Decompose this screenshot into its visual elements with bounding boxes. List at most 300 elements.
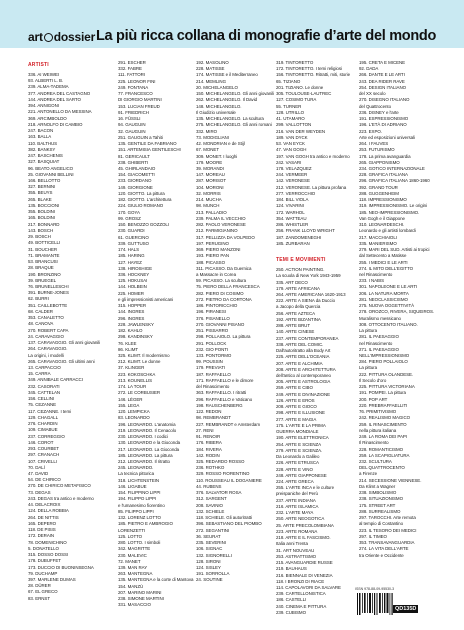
catalog-entry: 219. LEONARDO. Il Cenacolo xyxy=(118,427,177,433)
catalog-entry: 244. VERMEER xyxy=(276,172,308,178)
catalog-entry: 42. MONDRIAN e de Stijl xyxy=(196,141,245,147)
catalog-entry: 212. PARMIGIANINO xyxy=(196,228,238,234)
catalog-entry: DI GIORGIO MARTINI xyxy=(118,97,162,103)
catalog-entry: 315. HOPPER xyxy=(118,303,147,309)
catalog-entry: 67. EL GRECO xyxy=(28,589,58,595)
catalog-entry: 151. ARTEMISIA GENTILESCHI xyxy=(118,147,181,153)
catalog-entry: 218. ARTE E IL FASCISMO. xyxy=(276,535,331,541)
catalog-entry: 216. VAN DER WEYDEN xyxy=(276,128,326,134)
catalog-entry: 54. DE CHIRICO xyxy=(28,477,61,483)
catalog-entry: 228. GRAFICA ITALIANA xyxy=(359,172,408,178)
catalog-entry: 126. ARTE E EROS xyxy=(276,397,315,403)
catalog-entry: 213. PALLADIO xyxy=(196,209,227,215)
catalog-entry: 235. SEVERINI xyxy=(196,540,226,546)
catalog-entry: GUERRA MONDIALE xyxy=(276,429,319,435)
catalog-entry: 243. DEA RIDER RAVE xyxy=(359,78,405,84)
catalog-entry: 175. STREET ART xyxy=(359,502,396,508)
catalog-entry: 217. MACCHIAIOLI xyxy=(359,234,397,240)
catalog-entry: 49. BOTTICELLI xyxy=(28,240,61,246)
issue-code: QD135D xyxy=(395,606,417,612)
catalog-entry: 212. LEONARDO. Il ritratto xyxy=(118,459,170,464)
catalog-entry: 275. MICHELANGELO. Gli anni romani xyxy=(196,122,272,128)
catalog-entry: 277. ARTE E MAGIA xyxy=(276,416,317,422)
catalog-entry: 248. ARTE GIAPPONESE xyxy=(276,472,327,478)
catalog-entry: 227. REMBRANDT e Amsterdam xyxy=(196,421,260,427)
catalog-entry: 186. CASTELLI xyxy=(276,597,307,603)
catalog-entry: 233. GIORDANO xyxy=(118,178,152,184)
catalog-entry: 309. MONET. I luoghi xyxy=(196,153,238,159)
catalog-entry: 298. ARTE E ILLUSIONE xyxy=(276,410,325,416)
catalog-entry: 222. ARTE A SIENA da Duccio xyxy=(276,298,336,304)
catalog-entry: 270. DE CHIRICO METAFISICO xyxy=(28,483,91,489)
catalog-entry: 118. DE PISIS xyxy=(28,527,56,533)
catalog-entry: del Rinascimento xyxy=(196,384,230,390)
catalog-entry: 117. CEZANNE. I temi xyxy=(28,408,72,414)
catalog-entry: 250. ACTION PAINTING. xyxy=(276,267,325,273)
catalog-entry: 396. SEBASTIANO DEL PIOMBO xyxy=(196,521,262,527)
catalog-entry: 107. CRIVELLI xyxy=(28,458,57,464)
catalog-entry: 62. BURRI xyxy=(28,296,49,302)
catalog-entry: 78. DOMENICHINO xyxy=(28,539,67,545)
catalog-entry: 214. MEMLING xyxy=(196,78,226,84)
catalog-entry: nel Rinascimento xyxy=(359,340,393,346)
catalog-entry: 240. CINEMA E PITTURA xyxy=(276,603,327,609)
catalog-entry: 264. DE NITTIS xyxy=(28,514,59,520)
catalog-entry: 32. GAUGUIN xyxy=(118,128,146,134)
catalog-entry: 149. GIORGIONE xyxy=(118,184,153,190)
catalog-entry: 376. PISANELLO xyxy=(196,315,230,321)
catalog-entry: 228. ARTE E VINO xyxy=(276,466,313,472)
catalog-entry: 185. NEO-IMPRESSIONISMO. xyxy=(359,209,420,215)
catalog-entry: 139. MAN RAY xyxy=(118,564,148,570)
catalog-entry: 185. LEONARDO. La pittura xyxy=(118,452,173,458)
catalog-entry: 125. HOKUSAI xyxy=(118,278,148,284)
catalog-entry: 24. CARAVAGGIO xyxy=(28,333,64,339)
catalog-entry: 256. ARTE AZTECA xyxy=(276,310,316,316)
catalog-entry: 178. La prima avanguardia xyxy=(359,153,411,159)
section-title-artisti: ARTISTI xyxy=(28,62,49,68)
catalog-entry: 104. MORONI xyxy=(196,184,224,190)
catalog-entry: 247. BASCHENIS xyxy=(28,153,63,159)
catalog-entry: 174. HALS xyxy=(118,247,140,253)
catalog-entry: 264. I FAUVES xyxy=(359,141,389,147)
catalog-entry: 308. OTTOCENTO ITALIANO. xyxy=(359,321,418,327)
catalog-entry: 192. MASOLINO xyxy=(196,60,229,65)
catalog-entry: 281. IL PAESAGGIO xyxy=(359,334,399,340)
catalog-entry: 15. CARRA xyxy=(28,371,51,377)
isbn-text: ISSN 978-88-09-95530-3 xyxy=(355,587,395,591)
catalog-entry: 201. TIZIANO. Le donne xyxy=(276,84,324,90)
catalog-entry: 193. PIERO PAN xyxy=(196,253,230,259)
catalog-entry: 172. TINTORETTO. I temi religiosi xyxy=(276,66,342,72)
catalog-entry: 146. LIGABUE xyxy=(118,483,147,489)
tagline: La più ricca collana di monografie d’arte del mondo xyxy=(96,28,437,44)
catalog-entry: 118. IMPRESSIONISMO xyxy=(359,197,407,203)
catalog-entry: 184. RIVERA xyxy=(196,446,222,452)
catalog-entry: 265. BLAKE xyxy=(28,196,52,202)
catalog-entry: 92. DADA xyxy=(359,66,379,72)
catalog-entry: 197. PERUGINO xyxy=(196,240,229,246)
catalog-entry: 32. MORRIS xyxy=(196,190,221,196)
catalog-entry: 223. IL TESORO DEI MEDICI xyxy=(359,527,417,533)
catalog-entry: 192. ARTE BIZANTINA xyxy=(276,316,321,322)
catalog-entry: 250. ARTE NEOGOTICA xyxy=(276,516,325,522)
catalog-entry: 237. CORREGGIO xyxy=(28,433,65,439)
catalog-entry: 182. GIOTTO. L'architettura xyxy=(118,197,172,203)
catalog-entry: 156. CELLINI xyxy=(28,396,55,402)
catalog-entry: 219. BAUHAUS xyxy=(276,566,307,572)
catalog-entry: 272. LE CORBUSIER xyxy=(118,390,161,396)
catalog-entry: 232. L'ARTE MAYA xyxy=(276,510,314,516)
catalog-entry: 255. L'ARTE INCA e le culture xyxy=(276,485,335,491)
catalog-entry: 110. ROUSSEAU IL DOGANIERE xyxy=(196,477,262,483)
catalog-entry: DEL QUATTROCENTO xyxy=(359,465,405,471)
catalog-entry: 297. IL TIMEO xyxy=(359,533,387,539)
catalog-entry: 185. HARING xyxy=(118,253,145,259)
catalog-entry: 53. VAN EYCK xyxy=(276,141,305,147)
catalog-entry: 196. PIRANESI xyxy=(196,309,226,315)
catalog-entry: 265. GIAPPONISMO xyxy=(359,159,400,165)
catalog-entry: 124. SISLEY xyxy=(196,564,221,570)
catalog-entry: 369. ARCIMBOLDO xyxy=(28,115,67,121)
catalog-entry: 148. MICHELANGELO. xyxy=(196,103,242,109)
catalog-entry: 239. ALMA-TADEMA xyxy=(28,84,69,90)
catalog-entry: 47. VAN GOGH xyxy=(276,147,307,153)
catalog-entry: 353. CANALETTO xyxy=(28,315,64,321)
catalog-entry: 228. JAWLENSKY xyxy=(118,321,154,327)
catalog-entry: 342. MAGRITTE xyxy=(118,546,151,552)
catalog-entry: 349. ANNIBALE CARRACCI xyxy=(28,377,83,383)
catalog-entry: 163. BALLA xyxy=(28,134,52,140)
catalog-entry: 127. HAYEZ xyxy=(118,259,142,265)
catalog-entry: 138. HIROSHIGE xyxy=(118,265,153,271)
catalog-entry: 81. GERICAULT xyxy=(118,153,150,159)
catalog-entry: 276. CHARDIN xyxy=(28,421,58,427)
catalog-entry: 173. DUCCIO DI BUONINSEGNA xyxy=(28,564,94,570)
catalog-entry: 233. I NABIS xyxy=(359,278,385,284)
catalog-entry: 178. VELAZQUEZ xyxy=(276,165,312,171)
catalog-entry: 249. FONTANA xyxy=(118,84,149,90)
catalog-entry: 315. DOSSO DOSSI xyxy=(28,552,69,558)
catalog-entry: 205. ARTE E ASTROLOGIA xyxy=(276,379,331,385)
catalog-entry: 355. BOLDINI xyxy=(28,209,56,215)
catalog-entry: 286. WHISTLER xyxy=(276,222,309,228)
catalog-entry: 55. TURNER xyxy=(276,103,302,109)
catalog-entry: 98. REMBRANDT xyxy=(196,415,231,421)
catalog-entry: 44. RUBENS xyxy=(196,483,222,489)
catalog-entry: 251. GAUGUIN a Tahiti xyxy=(118,134,163,140)
catalog-entry: 363. RAFFAELLO. I ritratti xyxy=(196,390,247,396)
catalog-entry: 224. GIULIO ROMANO xyxy=(118,203,164,209)
catalog-entry: 245. LEONARDO. xyxy=(118,465,154,471)
catalog-entry: 354. WATTEAU xyxy=(276,215,307,221)
catalog-entry: 225. LEONOR FINI xyxy=(118,78,156,84)
catalog-entry: 128. UTRILLO xyxy=(276,109,305,115)
column-3 xyxy=(196,48,281,630)
catalog-entry: 130. LEONARDO e la Gioconda xyxy=(118,440,181,446)
catalog-entry: 39. MORANDI xyxy=(196,165,224,171)
catalog-entry: 293. COURBET xyxy=(28,446,59,452)
catalog-entry: 47. DAVID xyxy=(28,471,49,476)
catalog-entry: 335. MANIERISMO xyxy=(359,240,397,246)
catalog-entry: 125. LOTTO xyxy=(118,533,143,539)
catalog-entry: 351. CAILLEBOTTE xyxy=(28,302,68,308)
catalog-entry: 76. BRUNELLESCHI xyxy=(28,283,69,289)
catalog-entry: 249. ARTE E DIVINAZIONE xyxy=(276,391,331,397)
catalog-entry: 188. PICASSO xyxy=(196,259,225,265)
catalog-entry: 353. TRANSAVANGUARDIA xyxy=(359,540,415,546)
catalog-entry: 109. CIMABUE xyxy=(28,427,58,433)
catalog-entry: 25. GIOVANNI BELLINI xyxy=(28,171,74,177)
catalog-entry: 397. MARLENE DUMAS xyxy=(28,576,76,582)
catalog-entry: 215. AVANGUARDIE RUSSE xyxy=(276,560,333,566)
catalog-entry: 242. REALISMO MAGICO xyxy=(359,415,411,421)
catalog-entry: 185. PIETRO E AMBROGIO xyxy=(118,521,173,527)
catalog-entry: 256. FRANK LLOYD WRIGHT xyxy=(276,228,335,234)
catalog-entry: 284. PIERO POLLAIOLO xyxy=(359,359,408,365)
barcode xyxy=(355,587,435,619)
catalog-entry: 299. VALLOTTON xyxy=(276,122,312,128)
catalog-entry: LORENZETTI xyxy=(118,527,146,533)
catalog-entry: 237. ARTE CONTEMPORANEA xyxy=(276,335,339,341)
catalog-entry: 254. ARTE E SCIENZA xyxy=(276,441,322,447)
catalog-entry: 255. I MEDICI E LE ARTI xyxy=(359,259,408,265)
catalog-entry: del XX secolo xyxy=(359,91,386,97)
catalog-entry: 234. GOTICO INTERNAZIONALE xyxy=(359,165,425,171)
catalog-entry: 332. MIRO xyxy=(196,128,218,134)
catalog-entry: 196. LEONARDO. L'anatomia xyxy=(118,421,176,427)
catalog-entry: 298. KANDINSKY xyxy=(118,334,153,340)
catalog-entry: 184. BILL VIOLA xyxy=(276,197,309,203)
catalog-entry: 197. VAN GOGH tra antico e moderno xyxy=(276,153,350,159)
catalog-entry: nel Rinascimento xyxy=(359,271,393,277)
catalog-entry: 325. KLIMT. Il modernismo xyxy=(118,353,170,359)
catalog-entry: 279. MARI DEL SUD. Artisti ai tropici xyxy=(359,247,430,253)
catalog-entry: 154. GIACOMETTI xyxy=(118,172,155,178)
catalog-entry: 120. GIOTTO. La pittura xyxy=(118,190,165,196)
title-list xyxy=(118,60,198,609)
catalog-entry: Italia anni Trenta xyxy=(276,541,308,547)
catalog-entry: 99. GROSZ xyxy=(118,215,141,221)
catalog-entry: 377. ANDREA DEL CASTAGNO xyxy=(28,90,91,96)
catalog-entry: 376. SALVATOR ROSA xyxy=(196,490,242,496)
catalog-entry: 311. PICASSO. Da Guernica xyxy=(196,265,252,271)
catalog-entry: 172. DERAIN xyxy=(28,533,55,539)
catalog-entry: 91. FRIEDRICH xyxy=(118,109,149,115)
catalog-entry: 75. CEZANNE xyxy=(28,402,57,408)
catalog-entry: 5. DONATELLO xyxy=(28,545,59,551)
catalog-entry: 238. SITUAZIONISMO xyxy=(359,496,403,502)
catalog-entry: 312. SARGENT xyxy=(196,496,227,502)
title-list xyxy=(196,60,281,584)
catalog-entry: nella pittura italiana xyxy=(359,427,397,433)
catalog-entry: 170. GOYA xyxy=(118,209,140,215)
art-dossier-logo: art dossier xyxy=(28,30,96,44)
catalog-entry: 200. POP ART xyxy=(359,396,388,402)
catalog-entry: 39. BRUEGEL xyxy=(28,277,57,283)
header-banner xyxy=(0,0,464,48)
catalog-entry: 48. CANOVA xyxy=(28,321,54,327)
catalog-entry: dal Settecento a Matisse xyxy=(359,253,407,259)
catalog-entry: 265. CARAVAGGIO. Gli ultimi anni xyxy=(28,358,95,364)
catalog-entry: 196. L'ETÀ DI ADRIANO xyxy=(359,122,407,128)
catalog-entry: 369. PIERO MANZONI xyxy=(196,247,241,253)
catalog-entry: 272. PIETRO DA CORTONA xyxy=(196,296,252,302)
catalog-entry: 118. SCHIELE. Gli autoritratti xyxy=(196,515,252,521)
catalog-entry: 140. ARTE CINESE xyxy=(276,329,315,335)
catalog-entry: 165. DEPERO xyxy=(28,520,57,526)
catalog-entry: 392. GRAND TOUR xyxy=(359,184,398,190)
catalog-entry: 93. ALBERTI L. B. xyxy=(28,78,64,84)
catalog-entry: 296. GRAFICA ITALIANA 1860-1960 xyxy=(359,178,430,184)
catalog-entry: 174. MATISSE e il Mediterraneo xyxy=(196,72,258,78)
logo-circle-icon xyxy=(44,33,53,42)
catalog-entry: 274. LA VITA DELL'ARTE xyxy=(359,546,409,552)
catalog-entry: 142. RODIN xyxy=(196,452,220,458)
catalog-entry: 226. ARTE ETRUSCA xyxy=(276,460,319,466)
catalog-entry: 83. ERNST xyxy=(28,595,50,601)
catalog-entry: 259. LA SCAPIGLIATURA xyxy=(359,452,410,458)
catalog-entry: 179. MOORE xyxy=(196,159,223,165)
catalog-entry: 156. TINTORETTO. Ritratti, miti, storie xyxy=(276,72,350,78)
catalog-entry: 70. DALÍ xyxy=(28,464,45,470)
catalog-entry: 179. ARTE AFRICANA xyxy=(276,285,320,291)
catalog-entry: 53. BRANCUSI xyxy=(28,259,58,265)
catalog-entry: 263. MANTEGNA xyxy=(118,571,153,577)
catalog-entry: 224. ARTE GRECA xyxy=(276,479,314,484)
catalog-entry: 249. LA ROMA DEI PAPI xyxy=(359,434,407,440)
catalog-entry: 214. MUCHA xyxy=(196,197,222,203)
catalog-entry: 259. IL RINASCIMENTO xyxy=(359,421,407,427)
catalog-entry: 275. NUOVA OGGETTIVITÀ xyxy=(359,303,415,309)
catalog-entry: 122. REDON xyxy=(196,409,222,415)
catalog-entry: 279. ARTE E SCIENZA. xyxy=(276,447,323,453)
catalog-entry: 214. SECESSIONE VIENNESE. xyxy=(359,477,422,483)
catalog-entry: 228. MATISSE xyxy=(196,66,225,72)
catalog-entry: 165. BOLDINI xyxy=(28,215,56,221)
catalog-entry: 251. PISSARRO xyxy=(196,328,229,334)
catalog-entry: 238. GHIBERTI xyxy=(118,159,149,165)
catalog-entry: 305. TOULOUSE-LAUTREC xyxy=(276,91,332,97)
catalog-entry: 270. GIOVANNI PISANO xyxy=(196,321,245,327)
catalog-entry: a Massacre in Corea xyxy=(196,271,236,277)
column-2 xyxy=(118,48,198,630)
catalog-entry: 198. RAUSCHENBERG xyxy=(196,402,243,408)
column-1 xyxy=(28,48,114,630)
catalog-entry: 190. BRONZINO xyxy=(28,271,61,277)
catalog-entry: 253. FUTURISMO xyxy=(359,147,395,153)
catalog-entry: 217. BONNARD xyxy=(28,221,60,227)
catalog-entry: del Quattrocento xyxy=(359,103,392,109)
catalog-entry: 128. SIRONI xyxy=(196,558,221,564)
catalog-entry: 195. CRETA E MICENE xyxy=(359,60,406,65)
catalog-entry: 296. RAFFAELLO e Vaticano xyxy=(196,396,253,402)
catalog-entry: 191. POMPEI. La pittura xyxy=(359,390,406,396)
catalog-entry: 338. ARTE DEL COMIC. xyxy=(276,341,324,347)
catalog-entry: 216. ARTE ISLAMICA xyxy=(276,503,319,509)
column-4 xyxy=(276,48,361,630)
catalog-entry: Arte ed esposizioni universali xyxy=(359,134,415,140)
catalog-entry: 270. ROBERT CAPA xyxy=(28,327,69,333)
catalog-entry: 254. DESIGN ITALIANO xyxy=(359,84,407,90)
catalog-entry: 287. MORISOT xyxy=(196,178,226,184)
catalog-entry: Dall'autoritratto alla Body Art xyxy=(276,348,331,354)
catalog-entry: 232. SCULTURA xyxy=(359,459,392,464)
catalog-entry: 391. BURNE-JONES xyxy=(28,290,69,296)
catalog-entry: 225. ARTE DELL'OCEANIA xyxy=(276,354,330,360)
catalog-entry: 73. DEGAS xyxy=(28,489,51,495)
catalog-entry: 28. DÜRER xyxy=(28,583,51,589)
catalog-entry: 270. DISEGNO ITALIANO xyxy=(359,97,410,103)
catalog-entry: 187. RAFFAELLO xyxy=(196,371,231,377)
catalog-entry: 176. RIBERA xyxy=(196,440,222,446)
title-list xyxy=(276,60,361,247)
catalog-entry: 76. KLEE xyxy=(118,340,137,346)
catalog-entry: 79. DUCHAMP xyxy=(28,570,58,576)
catalog-entry: 327. BASQUIAT xyxy=(28,159,60,165)
catalog-entry: 319. TINTORETTO xyxy=(276,60,314,65)
catalog-entry: 262. MICHELANGELO. Il David xyxy=(196,97,258,103)
catalog-entry: 174. LA TOUR xyxy=(118,384,147,390)
catalog-entry: 182. KAHLO xyxy=(118,328,143,334)
catalog-entry: 288. GUGGENHEIM xyxy=(359,190,399,196)
catalog-entry: 223. EXPO. xyxy=(359,128,382,134)
catalog-entry: Leonardo e gli artisti lombardi xyxy=(359,228,416,234)
catalog-entry: 325. REDARDO ROSSO xyxy=(196,459,245,464)
catalog-entry: 29. BOSCH xyxy=(28,234,51,240)
catalog-entry: 194. FILIPPO LIPPI xyxy=(118,496,157,502)
catalog-entry: 281. NEOCLASSICISMO xyxy=(359,296,408,302)
catalog-entry: 31. ART NOUVEAU xyxy=(276,547,315,553)
catalog-entry: 236. DISNEY e l'arte xyxy=(359,109,399,115)
catalog-entry: 99. POUSSIN xyxy=(196,359,223,365)
catalog-entry: 144. HOLBEIN xyxy=(118,284,147,290)
catalog-entry: 243. DEGAS tra antico e moderno xyxy=(28,495,94,501)
catalog-entry: 318. LICHTENSTEIN xyxy=(118,477,160,483)
catalog-entry: NELL'IMPRESSIONISMO xyxy=(359,353,410,359)
catalog-entry: al tempio di Costantino xyxy=(359,521,403,527)
catalog-entry: 153. LUCIAN FREUD xyxy=(118,103,160,109)
catalog-entry: 278. OROZCO, RIVERA, SIQUEIROS. xyxy=(359,309,435,315)
catalog-entry: 217. LEONARDO. La Gioconda xyxy=(118,446,180,452)
catalog-entry: 76. PRIMITIVISMO xyxy=(359,409,397,415)
catalog-entry: 144. ANDREA DEL SARTO xyxy=(28,96,81,102)
catalog-entry: 208. ARTE E GIOCO xyxy=(276,404,317,410)
catalog-entry: 146. LÉGER xyxy=(118,396,143,402)
catalog-entry: 271. IL PAESAGGIO xyxy=(359,346,399,352)
catalog-entry: 212. VERONESE. La pittura profana xyxy=(276,184,347,190)
catalog-entry: 264. ARTE AMERICANA 1620-1913 xyxy=(276,291,346,297)
catalog-entry: 133. PONTORMO xyxy=(196,353,232,359)
catalog-entry: 228. ROMANTICISMO xyxy=(359,446,404,452)
catalog-entry: 27. RENI xyxy=(196,427,214,433)
catalog-entry: Muralismo messicano xyxy=(359,315,401,321)
catalog-entry: 394. ANNIGONI xyxy=(28,103,59,109)
catalog-entry: 237. ARTE INDIANA xyxy=(276,497,316,503)
section-title-temi: TEMI E MOVIMENTI xyxy=(276,257,326,264)
catalog-entry: 317. PELLIZZA DA VOLPEDO xyxy=(196,234,255,240)
catalog-entry: 331. MASACCIO xyxy=(118,602,151,608)
catalog-entry: La origini, i modelli xyxy=(28,352,64,358)
catalog-entry: 242. VASARI xyxy=(276,159,302,165)
catalog-entry: 335. ART DECO xyxy=(276,279,308,285)
catalog-entry: 345. CATTELAN xyxy=(28,389,61,395)
catalog-entry: La scuola di New York 1943-1959 xyxy=(276,273,341,279)
catalog-entry: 68. CALDER xyxy=(28,308,53,314)
catalog-entry: 223. ARTE ROMANA xyxy=(276,528,318,534)
catalog-entry: 166. BELLOTTO xyxy=(28,177,61,183)
catalog-entry: preispaniche del Perù xyxy=(276,491,318,497)
